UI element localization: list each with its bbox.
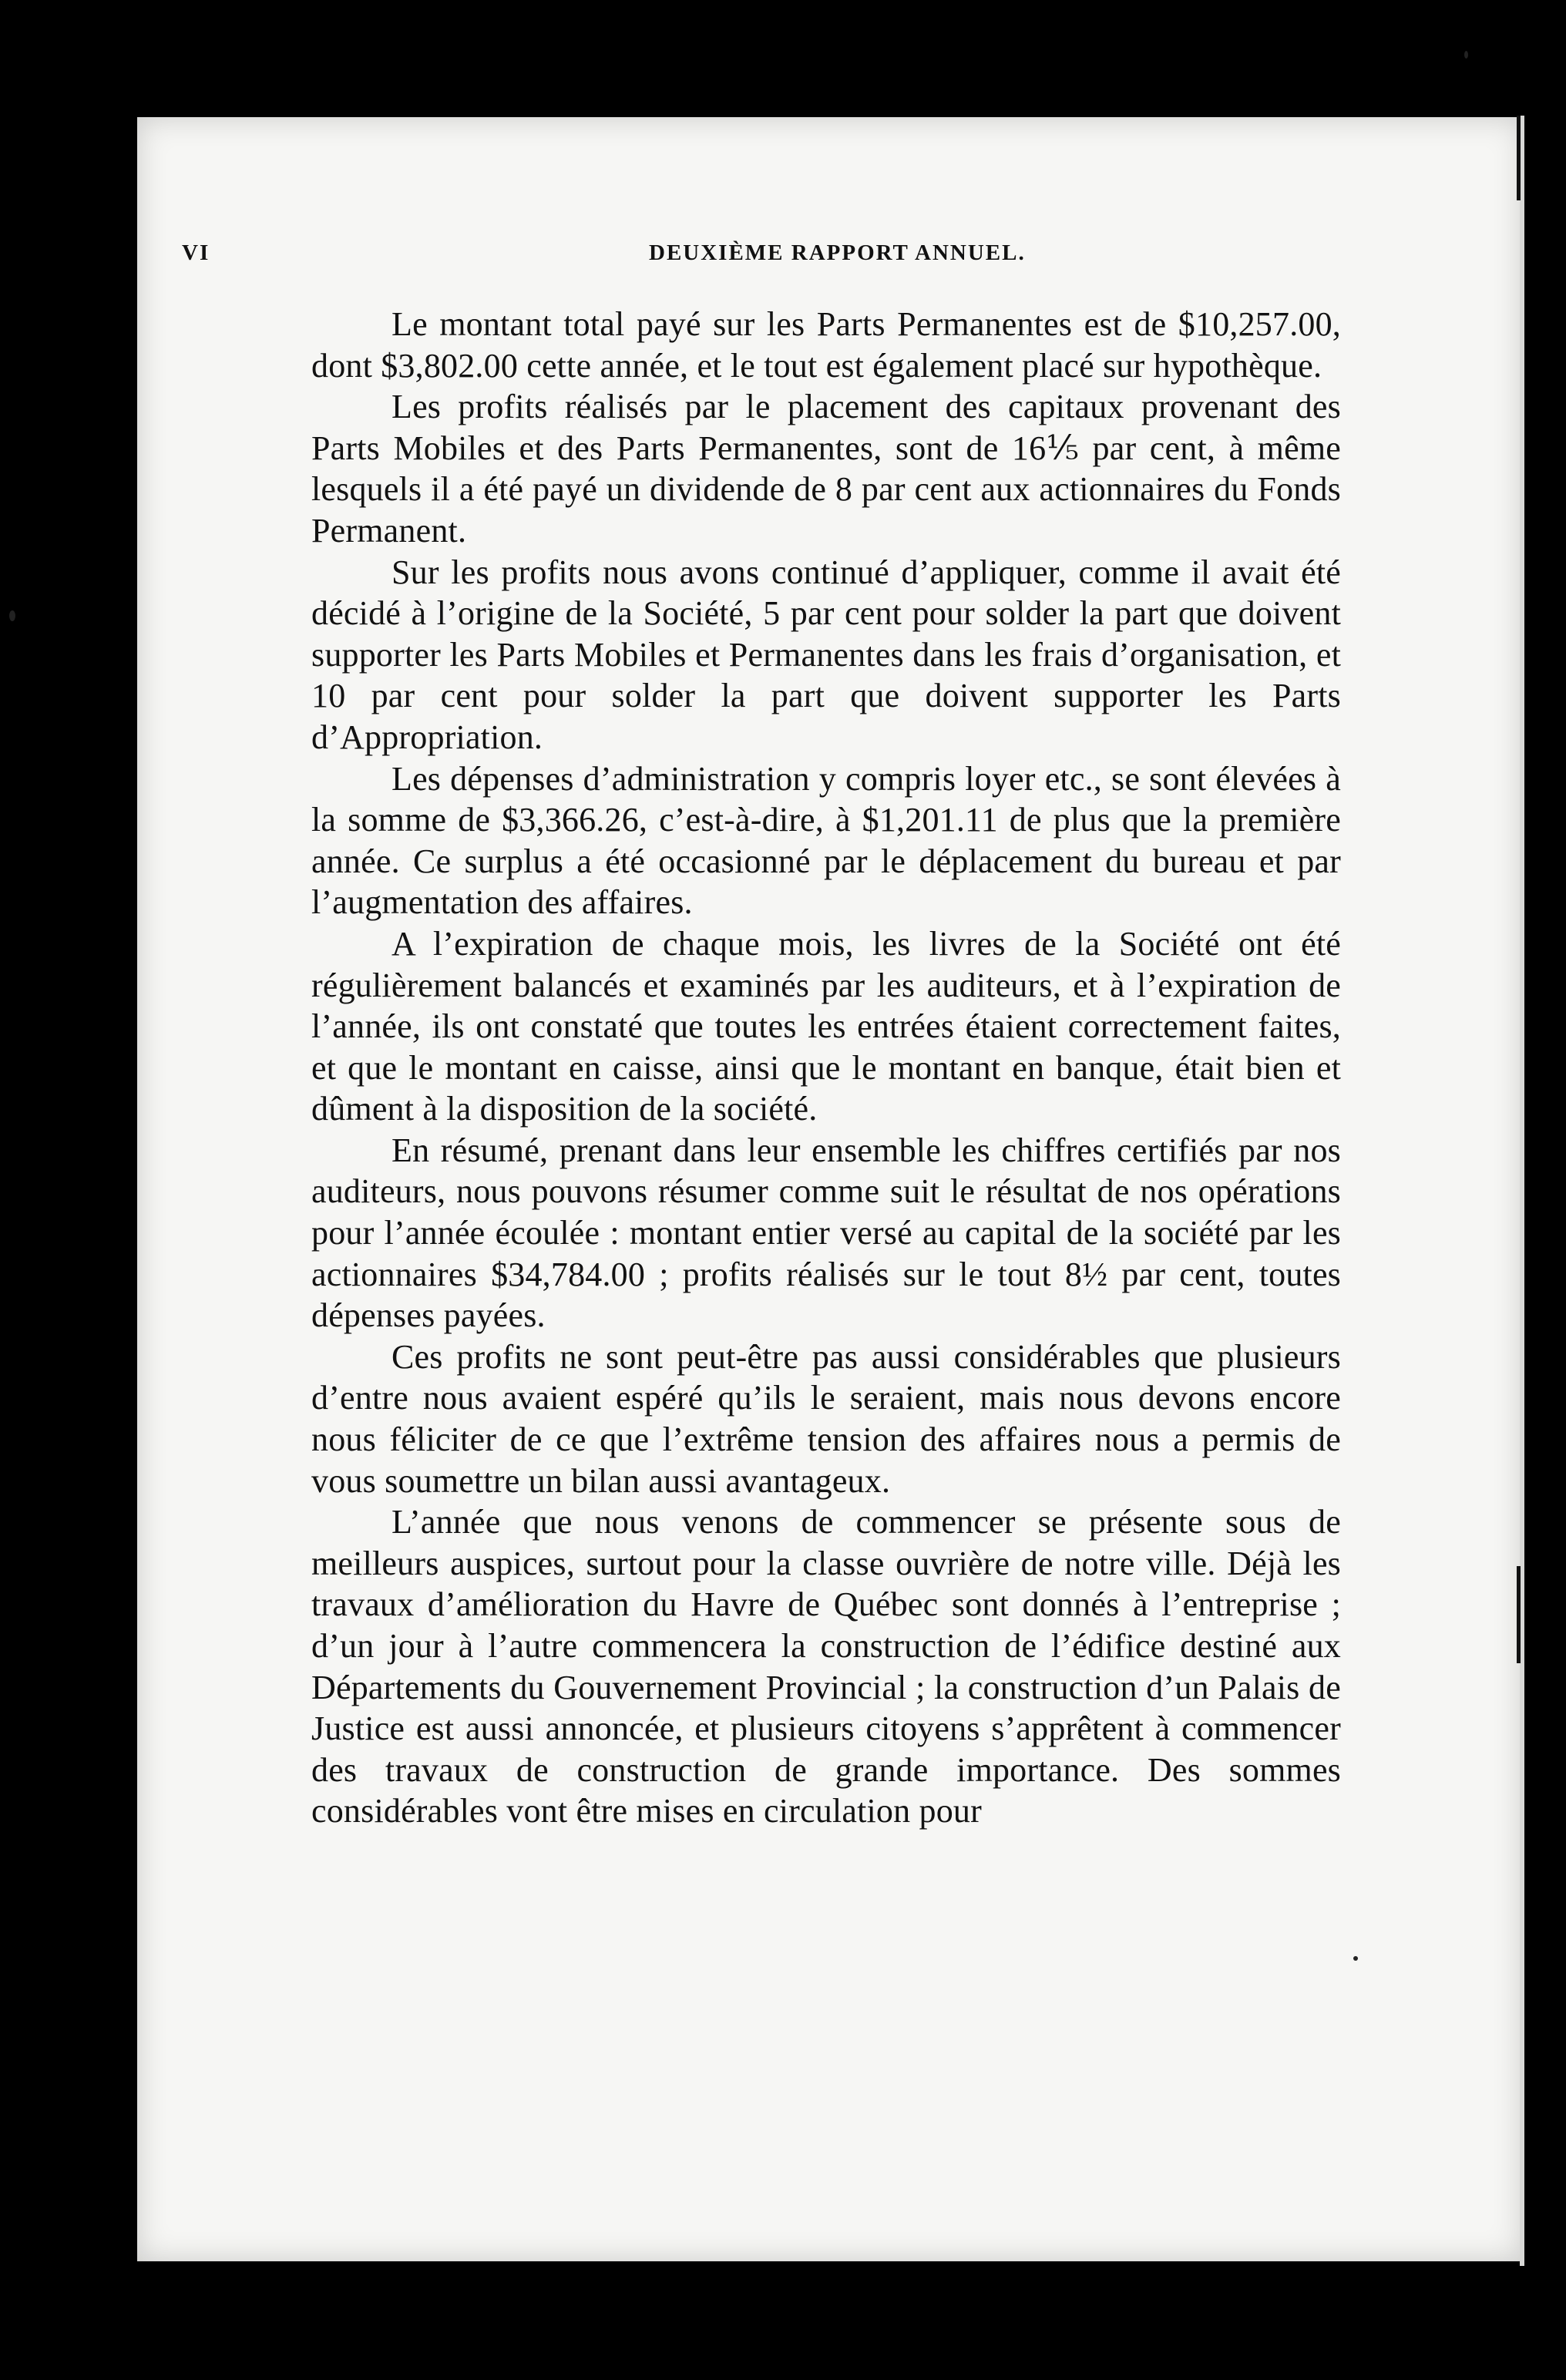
paragraph: Les dépenses d’administration y compris loyer etc., se sont élevées à la somme de $3,366.26, c’est-à-dire, à $1,201.11 de plus que la première année. Ce surplus a été occasionné par le déplacement du bureau et par l’augmentation des affaires. — [311, 759, 1341, 922]
paragraph: Ces profits ne sont peut-être pas aussi considérables que plusieurs d’entre nous avaient espéré qu’ils le seraient, mais nous devons encore nous féliciter de ce que l’extrême tension des affaires nous a permis de vous soumettre un bilan aussi avantageux. — [311, 1337, 1341, 1500]
paragraph: Sur les profits nous avons continué d’appliquer, comme il avait été décidé à l’origine de la Société, 5 par cent pour solder la part que doivent supporter les Parts Mobiles et Permanentes dans les frais d’organisation, et 10 par cent pour solder la part que doivent supporter les Parts d’Appropriation. — [311, 553, 1341, 756]
page-header — [182, 240, 1056, 279]
running-head: DEUXIÈME RAPPORT ANNUEL. — [649, 240, 1026, 265]
paragraph: A l’expiration de chaque mois, les livres de la Société ont été régulièrement balancés et examinés par les auditeurs, et à l’expiration de l’année, ils ont constaté que toutes les entrées étaient correctement faites, et que le montant en caisse, ainsi que le montant en banque, était bien et dûment à la disposition de la société. — [311, 924, 1341, 1128]
page-edge-mark-top — [1517, 116, 1521, 200]
page-folio: VI — [182, 240, 210, 265]
page-edge-mark-middle — [1517, 1566, 1521, 1663]
paragraph: Les profits réalisés par le placement des capitaux provenant des Parts Mobiles et des Parts Permanentes, sont de 16⅕ par cent, à même lesquels il a été payé un dividende de 8 par cent aux actionnaires du Fonds Permanent. — [311, 388, 1341, 550]
paragraph: L’année que nous venons de commencer se présente sous de meilleurs auspices, surtout pour la classe ouvrière de notre ville. Déjà les travaux d’amélioration du Havre de Québec sont donnés à l’entreprise ; d’un jour à l’autre commencera la construction de l’édifice destiné aux Départements du Gouvernement Provincial ; la construction d’un Palais de Justice est aussi annoncée, et plusieurs citoyens s’apprêtent à commencer des travaux de construction de grande importance. Des sommes considérables vont être mises en circulation pour — [311, 1503, 1341, 1830]
scan-speck-left — [9, 610, 15, 621]
body-text — [311, 304, 1341, 1832]
page-edge — [1520, 116, 1524, 2266]
scan-speck-right — [1353, 1956, 1358, 1961]
paragraph: En résumé, prenant dans leur ensemble les chiffres certifiés par nos auditeurs, nous pouvons résumer comme suit le résultat de nos opérations pour l’année écoulée : montant entier versé au capital de la société par les actionnaires $34,784.00 ; profits réalisés sur le tout 8½ par cent, toutes dépenses payées. — [311, 1131, 1341, 1335]
paragraph: Le montant total payé sur les Parts Permanentes est de $10,257.00, dont $3,802.00 cette année, et le tout est également placé sur hypothèque. — [311, 305, 1341, 385]
scan-speck-top — [1464, 51, 1468, 59]
